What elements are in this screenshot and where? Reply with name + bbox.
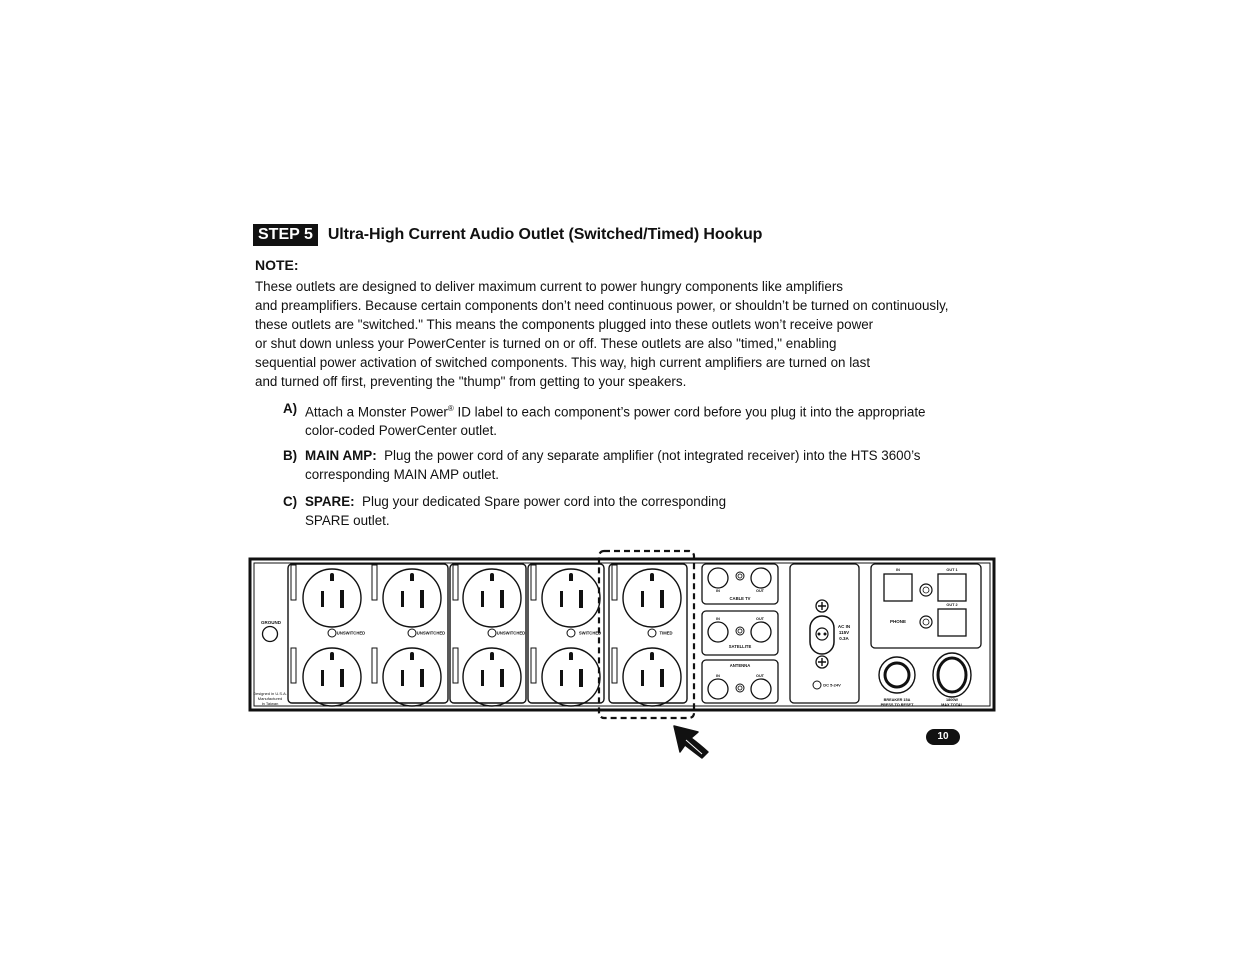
led-indicator [488,629,496,637]
power-label: 1800W [945,698,959,702]
phone-jack-out2 [938,609,966,636]
step-c-label: C) [283,494,298,509]
coax-group-label: CABLE TV [729,596,751,601]
dc-trigger-jack [813,681,821,689]
outlet-label: UNSWITCHED [336,630,366,636]
step-a-label: A) [283,401,298,416]
power-label: MAX TOTAL [941,703,963,707]
phone-jack-in [884,574,912,601]
note-line: sequential power activation of switched components. This way, high current amplifiers are turned on last [255,354,871,370]
coax-satellite [702,611,778,655]
highlight-dashed-box [599,551,694,718]
coax-in-label: IN [716,674,720,678]
step-a-text-line2: color-coded PowerCenter outlet. [305,423,498,439]
note-line: These outlets are designed to deliver maximum current to power hungry components like amplifiers [255,279,843,294]
step-b-text: Plug the power cord of any separate amplifier (not integrated receiver) into the HTS 3600’s [376,448,921,463]
note-label: NOTE: [255,257,299,273]
coax-out-label: OUT [755,617,765,621]
ground-terminal [263,627,278,642]
coax-in-label: IN [716,589,720,593]
led-indicator [328,629,336,637]
breaker-label: PRESS TO RESET [880,703,914,707]
outlet-group-unswitched-2 [372,565,445,706]
phone-out2-label: OUT 2 [946,603,958,607]
phone-out1-label: OUT 1 [946,568,958,572]
power-rating [933,653,971,707]
made-in-line: in Taiwan [261,701,279,706]
coax-cable-tv [702,564,778,604]
ac-inlet-module [790,564,859,703]
step-c-text: Plug your dedicated Spare power cord into the corresponding [354,494,727,509]
ac-in-label: 0.3A [839,636,849,641]
outlet-label: UNSWITCHED [496,630,526,636]
coax-out-label: OUT [755,674,765,678]
phone-in-label: IN [896,568,900,572]
coax-group-label: SATELLITE [728,644,752,649]
outlet-group-timed [612,565,681,706]
made-in-line: Manufactured [257,696,283,701]
registered-mark: ® [447,404,454,413]
note-line: and preamplifiers. Because certain components don’t need continuous power, or shouldn’t be turned on continuously, [255,297,949,313]
page-number: 10 [926,729,960,745]
coax-group-label: ANTENNA [729,663,751,668]
ground-label: GROUND [261,620,281,625]
outlet-group-switched [531,565,601,706]
phone-label: PHONE [889,619,907,624]
step-b-text-line2: corresponding MAIN AMP outlet. [305,466,500,482]
outlet-group-unswitched-3 [453,565,525,706]
dc-label: DC 5-24V [823,682,841,688]
step-title: Ultra-High Current Audio Outlet (Switched/Timed) Hookup [327,226,763,243]
note-line: or shut down unless your PowerCenter is turned on or off. These outlets are also "timed," enabling [255,335,837,351]
outlet-label: TIMED [659,630,673,636]
phone-module [871,564,981,648]
led-indicator [567,629,575,637]
outlet-label: SWITCHED [578,630,602,636]
outlet-group-unswitched-1 [291,565,365,706]
step-c-text-line2: SPARE outlet. [305,512,390,528]
step-b-bold: MAIN AMP: [305,448,377,463]
led-indicator [648,629,656,637]
coax-out-label: OUT [755,589,765,593]
step-a-text: Attach a Monster Power [305,404,448,420]
led-indicator [408,629,416,637]
phone-jack-out1 [938,574,966,601]
step-b-label: B) [283,448,298,463]
step-c-bold: SPARE: [305,494,355,509]
outlet-label: UNSWITCHED [416,630,446,636]
pointer-arrow-icon [674,726,708,758]
coax-in-label: IN [716,617,720,621]
step-badge: STEP 5 [253,224,318,246]
note-line: and turned off first, preventing the "thump" from getting to your speakers. [255,373,687,389]
ac-inlet-socket [810,616,834,654]
step-a-text-cont: ID label to each component’s power cord before you plug it into the appropriate [453,404,926,420]
note-line: these outlets are "switched." This means the components plugged into these outlets won’t receive power [255,316,874,332]
made-in-line: Designed in U.S.A. [253,691,287,696]
breaker-label: BREAKER 15A [883,698,911,702]
ac-in-label: 115V [838,630,850,635]
ac-in-label: AC IN [837,624,851,629]
breaker [879,657,915,707]
coax-antenna [702,660,778,703]
